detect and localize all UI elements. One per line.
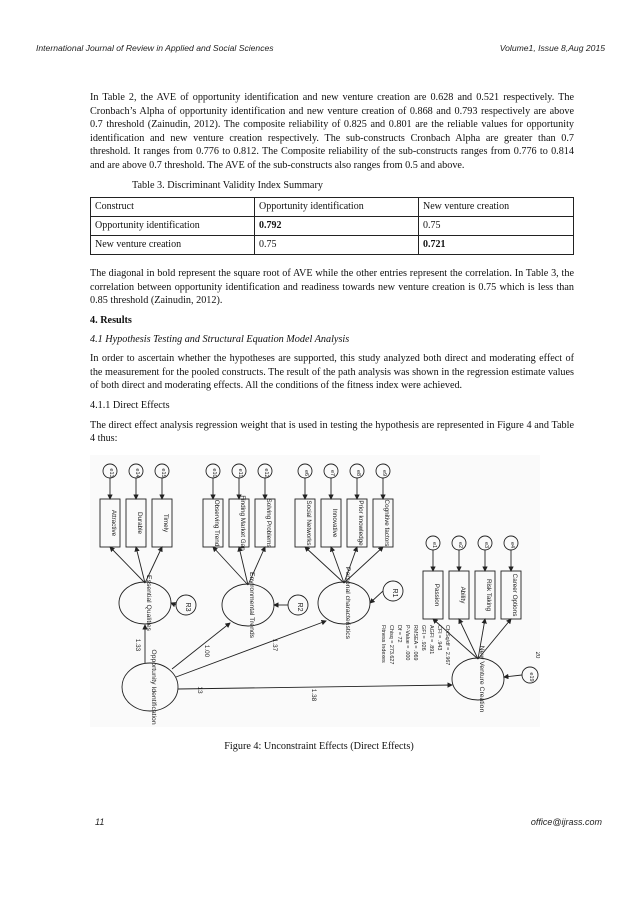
pc-error-label: e9 xyxy=(381,469,387,477)
eq-error-label: e15 xyxy=(160,468,166,478)
table-cell: 0.75 xyxy=(419,217,574,236)
nvc-error-label: e4 xyxy=(509,541,515,549)
fit-index-line: CFI = .943 xyxy=(436,625,442,651)
figure-caption: Figure 4: Unconstraint Effects (Direct Effects) xyxy=(224,741,414,752)
table-cell: 0.721 xyxy=(419,236,574,255)
pc-indicator-label: Innovative xyxy=(331,508,338,538)
fit-index-line: Chisq = 273.627 xyxy=(388,625,394,665)
table-cell: Opportunity identification xyxy=(91,217,255,236)
paragraph-diagonal: The diagonal in bold represent the square root of AVE while the other entries represent the correlation. In Table 3, the correlation between opportunity identification and readiness towards new venture creation is 0.75 which is less than 0.85 threshold (Zainudin, 2012). xyxy=(90,268,574,307)
table-cell: New venture creation xyxy=(91,236,255,255)
journal-header: International Journal of Review in Applied and Social Sciences xyxy=(36,43,274,53)
paragraph-direct-effect: The direct effect analysis regression weight that is used in testing the hypothesis are represented in Figure 4 and Table 4 thus: xyxy=(90,419,574,445)
pc-error-label: e8 xyxy=(355,469,361,477)
table-header-cell: Opportunity identification xyxy=(255,198,419,217)
fit-index-line: Fitness Indexes xyxy=(380,625,386,663)
table-header-row xyxy=(91,198,574,217)
table-caption: Table 3. Discriminant Validity Index Summary xyxy=(132,179,323,191)
results-heading: 4. Results xyxy=(90,314,132,326)
oi-variance-label: 13 xyxy=(196,686,203,694)
nvc-indicator-label: Risk Taking xyxy=(485,578,492,612)
paragraph-ave: In Table 2, the AVE of opportunity identification and new venture creation are 0.628 and 0.521 respectively. The Cronbach’s Alpha of opportunity identification and new venture creation of 0.868 and 0.793 respectively are above 0.7 threshold (Zainudin, 2012). The composite reliability of 0.825 and 0.801 are the reliable values for opportunity identification and new venture creation respectively. The sub-constructs Cronbach Alpha are greater than 0.7 threshold. It ranges from 0.776 to 0.812. The Composite reliability of the sub-constructs ranges from 0.776 to 0.814 and are above 0.7 threshold. The AVE of the sub-constructs also ranges from 0.5 and above. xyxy=(90,92,574,171)
et-error-label: e10 xyxy=(211,468,217,478)
et-latent-label: Environmental Trends xyxy=(248,571,255,639)
oi-nvc-coef: 1.38 xyxy=(310,688,317,702)
fit-index-line: Df = 72 xyxy=(396,625,402,643)
pc-indicator-label: Social Networks xyxy=(305,500,312,546)
nvc-indicator-label: Ability xyxy=(459,586,466,604)
nvc-error-label: e1 xyxy=(431,541,437,549)
r1-residual-label: R1 xyxy=(391,588,398,598)
et-indicator-label: Finding Market Gap xyxy=(239,495,246,551)
table-row xyxy=(91,217,574,236)
eq-indicator-label: Durable xyxy=(136,511,143,535)
oi-et-coef: 1.00 xyxy=(203,644,210,658)
pc-latent-label: Personal characteristics xyxy=(344,566,351,640)
e19-variance-label: 20 xyxy=(534,651,540,659)
r2-residual-label: R2 xyxy=(296,602,303,612)
eq-indicator-label: Timely xyxy=(162,513,169,533)
subsection-heading: 4.1 Hypothesis Testing and Structural Equation Model Analysis xyxy=(90,333,350,345)
r3-residual-label: R3 xyxy=(184,602,191,612)
eq-error-label: e14 xyxy=(134,468,140,478)
footer-email: office@ijrass.com xyxy=(530,817,602,827)
pc-error-label: e7 xyxy=(329,469,335,477)
fit-index-line: GFI = .926 xyxy=(420,625,426,651)
article-body xyxy=(90,91,574,452)
pc-indicator-label: Prior knowledge xyxy=(357,500,364,546)
table-header-cell: Construct xyxy=(91,198,255,217)
nvc-error-label: e3 xyxy=(483,541,489,549)
eq-latent-label: Essential Qualities xyxy=(145,575,152,631)
sem-figure xyxy=(90,455,540,727)
paragraph-path-analysis: In order to ascertain whether the hypotheses are supported, this study analyzed both direct and moderating effect of the measurement for the pooled constructs. The result of the path analysis was shown in the regression estimate values of both direct and moderating effects. All the conditions of the fitness index were achieved. xyxy=(90,353,574,392)
pc-error-label: e6 xyxy=(303,469,309,477)
fit-index-line: AGFI = .891 xyxy=(428,625,434,655)
eq-error-label: e13 xyxy=(108,468,114,478)
fit-index-line: ChiSq/df = 2.967 xyxy=(444,625,450,666)
nvc-error-label: e2 xyxy=(457,541,463,549)
et-error-label: e11 xyxy=(237,468,243,478)
e19-label: e19 xyxy=(528,672,534,682)
fit-index-line: P-Value = .000 xyxy=(404,625,410,661)
subsubsection-heading: 4.1.1 Direct Effects xyxy=(90,399,170,411)
pc-indicator-label: Cognitive factors xyxy=(383,499,390,547)
discriminant-validity-table xyxy=(90,197,574,255)
oi-latent-label: Opportunity Identification xyxy=(150,649,157,725)
table-row xyxy=(91,236,574,255)
nvc-indicator-label: Passion xyxy=(433,583,440,607)
nvc-latent-label: New Venture Creation xyxy=(478,645,485,713)
issue-header: Volume1, Issue 8,Aug 2015 xyxy=(499,43,605,53)
page-number: 11 xyxy=(95,817,105,827)
et-error-label: e12 xyxy=(263,468,269,478)
et-indicator-label: Solving Problems xyxy=(265,498,272,548)
oi-pc-coef: 1.37 xyxy=(271,638,278,652)
oi-eq-coef: 1.33 xyxy=(134,638,141,652)
nvc-indicator-label: Career Options xyxy=(511,573,518,617)
et-indicator-label: Observing Trend xyxy=(213,499,220,547)
fit-index-line: RMSEA = .069 xyxy=(412,625,418,661)
table-cell: 0.75 xyxy=(255,236,419,255)
table-cell: 0.792 xyxy=(255,217,419,236)
table-header-cell: New venture creation xyxy=(419,198,574,217)
eq-indicator-label: Attractive xyxy=(110,509,117,537)
